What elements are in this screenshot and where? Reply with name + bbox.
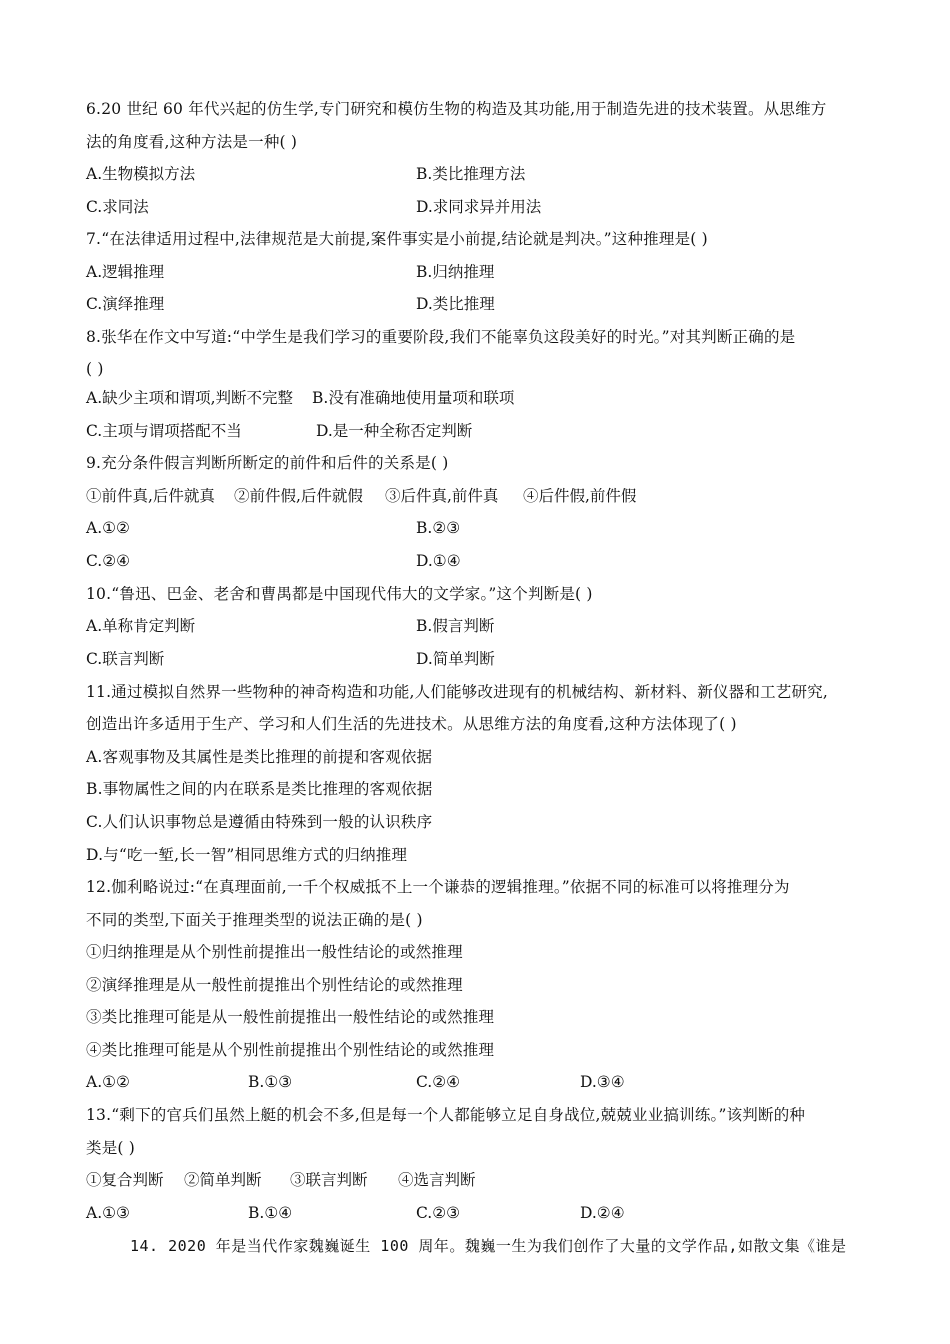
q6-stem-line2: 法的角度看,这种方法是一种( ) [86, 133, 298, 151]
q11-stem-line1: 11.通过模拟自然界一些物种的神奇构造和功能,人们能够改进现有的机械结构、新材料、新仪器和工艺研究, [86, 683, 829, 701]
q13-option-b: B.①④ [248, 1204, 293, 1222]
q11-option-d: D.与“吃一堑,长一智”相同思维方式的归纳推理 [86, 846, 408, 864]
q9-option-a: A.①② [86, 519, 130, 537]
q13-stem-line2: 类是( ) [86, 1139, 136, 1157]
q12-option-c: C.②④ [416, 1073, 461, 1091]
q7-option-d: D.类比推理 [416, 295, 495, 313]
q9-item-1: ①前件真,后件就真 [86, 487, 215, 505]
q12-item-4: ④类比推理可能是从个别性前提推出个别性结论的或然推理 [86, 1041, 495, 1059]
q8-option-b: B.没有准确地使用量项和联项 [312, 389, 515, 407]
q7-stem: 7.“在法律适用过程中,法律规范是大前提,案件事实是小前提,结论就是判决。”这种推理是( ) [86, 230, 708, 248]
q9-stem: 9.充分条件假言判断所断定的前件和后件的关系是( ) [86, 454, 449, 472]
q13-item-3: ③联言判断 [290, 1171, 368, 1189]
q8-option-d: D.是一种全称否定判断 [316, 422, 473, 440]
q9-option-b: B.②③ [416, 519, 461, 537]
q6-option-a: A.生物模拟方法 [86, 165, 196, 183]
q7-option-c: C.演绎推理 [86, 295, 165, 313]
q9-item-4: ④后件假,前件假 [523, 487, 637, 505]
q10-option-d: D.简单判断 [416, 650, 495, 668]
q13-item-2: ②简单判断 [184, 1171, 262, 1189]
q6-option-d: D.求同求异并用法 [416, 198, 542, 216]
q13-option-c: C.②③ [416, 1204, 461, 1222]
q13-stem-line1: 13.“剩下的官兵们虽然上艇的机会不多,但是每一个人都能够立足自身战位,兢兢业业搞训练。”该判断的种 [86, 1106, 806, 1124]
q10-stem: 10.“鲁迅、巴金、老舍和曹禺都是中国现代伟大的文学家。”这个判断是( ) [86, 585, 593, 603]
q7-option-a: A.逻辑推理 [86, 263, 165, 281]
q12-option-a: A.①② [86, 1073, 130, 1091]
q13-option-d: D.②④ [580, 1204, 625, 1222]
q9-item-3: ③后件真,前件真 [385, 487, 499, 505]
q12-item-2: ②演绎推理是从一般性前提推出个别性结论的或然推理 [86, 976, 463, 994]
q12-stem-line1: 12.伽利略说过:“在真理面前,一千个权威抵不上一个谦恭的逻辑推理。”依据不同的标准可以将推理分为 [86, 878, 790, 896]
q8-stem-line1: 8.张华在作文中写道:“中学生是我们学习的重要阶段,我们不能辜负这段美好的时光。”对其判断正确的是 [86, 328, 796, 346]
q13-item-4: ④选言判断 [398, 1171, 476, 1189]
q11-option-c: C.人们认识事物总是遵循由特殊到一般的认识秩序 [86, 813, 433, 831]
q11-option-b: B.事物属性之间的内在联系是类比推理的客观依据 [86, 780, 433, 798]
q10-option-b: B.假言判断 [416, 617, 495, 635]
q13-option-a: A.①③ [86, 1204, 130, 1222]
q12-item-1: ①归纳推理是从个别性前提推出一般性结论的或然推理 [86, 943, 463, 961]
q12-item-3: ③类比推理可能是从一般性前提推出一般性结论的或然推理 [86, 1008, 495, 1026]
q8-stem-line2: ( ) [86, 360, 104, 378]
q11-option-a: A.客观事物及其属性是类比推理的前提和客观依据 [86, 748, 433, 766]
q14-stem-line1: 14. 2020 年是当代作家魏巍诞生 100 周年。魏巍一生为我们创作了大量的文学作品,如散文集《谁是 [130, 1237, 847, 1255]
q9-option-d: D.①④ [416, 552, 461, 570]
q10-option-c: C.联言判断 [86, 650, 165, 668]
q11-stem-line2: 创造出许多适用于生产、学习和人们生活的先进技术。从思维方法的角度看,这种方法体现了( ) [86, 715, 737, 733]
q7-option-b: B.归纳推理 [416, 263, 495, 281]
q6-option-c: C.求同法 [86, 198, 149, 216]
q12-stem-line2: 不同的类型,下面关于推理类型的说法正确的是( ) [86, 911, 423, 929]
q9-option-c: C.②④ [86, 552, 131, 570]
q12-option-d: D.③④ [580, 1073, 625, 1091]
q12-option-b: B.①③ [248, 1073, 293, 1091]
q6-stem-line1: 6.20 世纪 60 年代兴起的仿生学,专门研究和模仿生物的构造及其功能,用于制造先进的技术装置。从思维方 [86, 100, 827, 118]
q9-item-2: ②前件假,后件就假 [234, 487, 363, 505]
q6-option-b: B.类比推理方法 [416, 165, 526, 183]
q10-option-a: A.单称肯定判断 [86, 617, 196, 635]
q8-option-a: A.缺少主项和谓项,判断不完整 [86, 389, 294, 407]
q8-option-c: C.主项与谓项搭配不当 [86, 422, 242, 440]
q13-item-1: ①复合判断 [86, 1171, 164, 1189]
